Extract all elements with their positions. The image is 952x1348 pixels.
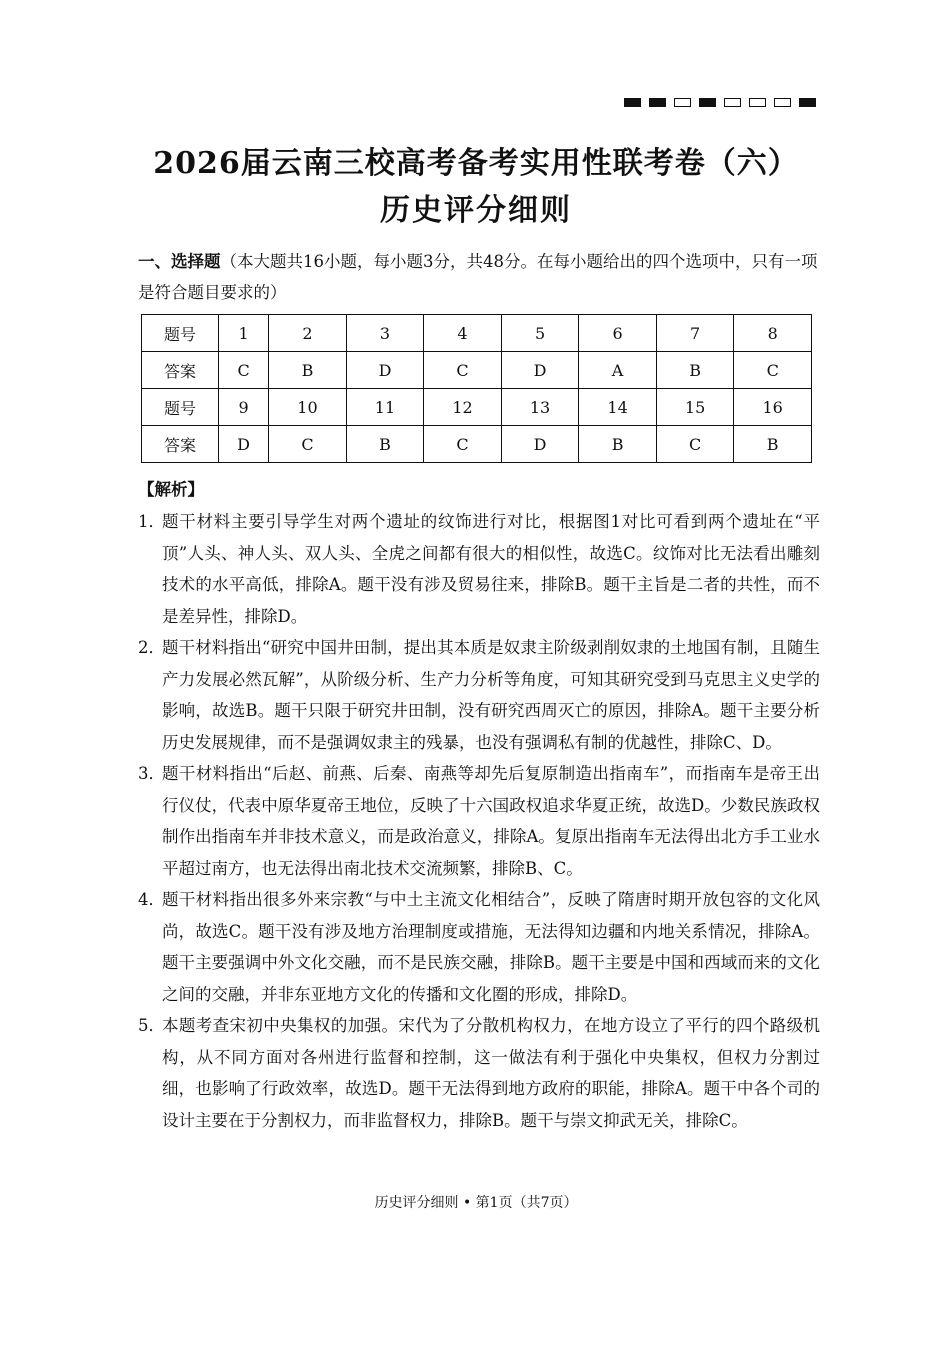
analysis-label: 【解析】 <box>138 480 204 499</box>
item-text: 题干材料指出“后赵、前燕、后秦、南燕等却先后复原制造出指南车”，而指南车是帝王出行仪仗，代表中原华夏帝王地位，反映了十六国政权追求华夏正统，故选D。少数民族政权制作出指南车并非技术意义，而是政治意义，排除A。复原出指南车无法得出北方手工业水平超过南方，也无法得出南北技术交流频繁，排除B、C。 <box>162 764 820 878</box>
mark-filled <box>649 98 666 107</box>
table-row <box>142 426 812 463</box>
table-cell: 7 <box>656 315 734 352</box>
row-label: 题号 <box>142 315 219 352</box>
mark-filled <box>799 98 816 107</box>
table-cell: 2 <box>269 315 347 352</box>
item-number: 3． <box>138 764 165 783</box>
mark-empty <box>674 98 691 107</box>
table-cell: 8 <box>734 315 812 352</box>
table-cell: 3 <box>346 315 424 352</box>
page-footer: 历史评分细则 • 第1页（共7页） <box>374 1195 578 1211</box>
table-cell: C <box>424 352 502 389</box>
table-cell: C <box>269 426 347 463</box>
mark-filled <box>624 98 641 107</box>
table-cell: 16 <box>734 389 812 426</box>
row-label: 答案 <box>142 352 219 389</box>
analysis-list <box>138 506 820 1136</box>
table-cell: B <box>269 352 347 389</box>
table-cell: 11 <box>346 389 424 426</box>
list-item <box>138 506 820 632</box>
table-cell: A <box>579 352 657 389</box>
item-text: 题干材料指出“研究中国井田制，提出其本质是奴隶主阶级剥削奴隶的土地国有制，且随生产力发展必然瓦解”，从阶级分析、生产力分析等角度，可知其研究受到马克思主义史学的影响，故选B。题干只限于研究井田制，没有研究西周灭亡的原因，排除A。题干主要分析历史发展规律，而不是强调奴隶主的残暴，也没有强调私有制的优越性，排除C、D。 <box>162 638 820 752</box>
table-row <box>142 352 812 389</box>
item-number: 4． <box>138 890 165 909</box>
mark-empty <box>749 98 766 107</box>
table-cell: C <box>219 352 269 389</box>
item-number: 5． <box>138 1016 165 1035</box>
table-cell: 4 <box>424 315 502 352</box>
mark-empty <box>724 98 741 107</box>
barcode-marks <box>624 98 816 107</box>
row-label: 题号 <box>142 389 219 426</box>
list-item <box>138 632 820 758</box>
table-cell: B <box>579 426 657 463</box>
row-label: 答案 <box>142 426 219 463</box>
table-cell: 10 <box>269 389 347 426</box>
list-item <box>138 884 820 1010</box>
item-text: 题干材料主要引导学生对两个遗址的纹饰进行对比，根据图1对比可看到两个遗址在“平顶”人头、神人头、双人头、全虎之间都有很大的相似性，故选C。纹饰对比无法看出雕刻技术的水平高低，排除A。题干没有涉及贸易往来，排除B。题干主旨是二者的共性，而不是差异性，排除D。 <box>162 512 820 626</box>
table-cell: D <box>501 426 579 463</box>
list-item <box>138 1010 820 1136</box>
table-cell: C <box>734 352 812 389</box>
item-number: 2． <box>138 638 165 657</box>
table-cell: C <box>424 426 502 463</box>
table-row <box>142 315 812 352</box>
table-cell: 9 <box>219 389 269 426</box>
table-cell: B <box>734 426 812 463</box>
table-cell: B <box>346 426 424 463</box>
table-cell: 5 <box>501 315 579 352</box>
section-title: 一、选择题 <box>138 252 221 271</box>
table-cell: 6 <box>579 315 657 352</box>
item-number: 1． <box>138 512 165 531</box>
page-title: 2026届云南三校高考备考实用性联考卷（六） <box>153 146 799 181</box>
section-note: （本大题共16小题，每小题3分，共48分。在每小题给出的四个选项中，只有一项是符合题目要求的） <box>138 252 818 302</box>
table-cell: D <box>501 352 579 389</box>
answer-table <box>141 314 812 463</box>
list-item <box>138 758 820 884</box>
table-cell: 13 <box>501 389 579 426</box>
mark-filled <box>699 98 716 107</box>
table-cell: D <box>346 352 424 389</box>
item-text: 本题考查宋初中央集权的加强。宋代为了分散机构权力，在地方设立了平行的四个路级机构，从不同方面对各州进行监督和控制，这一做法有利于强化中央集权，但权力分割过细，也影响了行政效率，故选D。题干无法得到地方政府的职能，排除A。题干中各个司的设计主要在于分割权力，而非监督权力，排除B。题干与崇文抑武无关，排除C。 <box>162 1016 820 1130</box>
page-subtitle: 历史评分细则 <box>380 193 572 228</box>
item-text: 题干材料指出很多外来宗教“与中土主流文化相结合”，反映了隋唐时期开放包容的文化风尚，故选C。题干没有涉及地方治理制度或措施，无法得知边疆和内地关系情况，排除A。题干主要强调中外文化交融，而不是民族交融，排除B。题干主要是中国和西域而来的文化之间的交融，并非东亚地方文化的传播和文化圈的形成，排除D。 <box>162 890 820 1004</box>
table-cell: C <box>656 426 734 463</box>
table-cell: 15 <box>656 389 734 426</box>
section-heading <box>138 246 822 308</box>
table-cell: D <box>219 426 269 463</box>
mark-empty <box>774 98 791 107</box>
table-row <box>142 389 812 426</box>
table-cell: 1 <box>219 315 269 352</box>
table-cell: 12 <box>424 389 502 426</box>
table-cell: B <box>656 352 734 389</box>
table-cell: 14 <box>579 389 657 426</box>
